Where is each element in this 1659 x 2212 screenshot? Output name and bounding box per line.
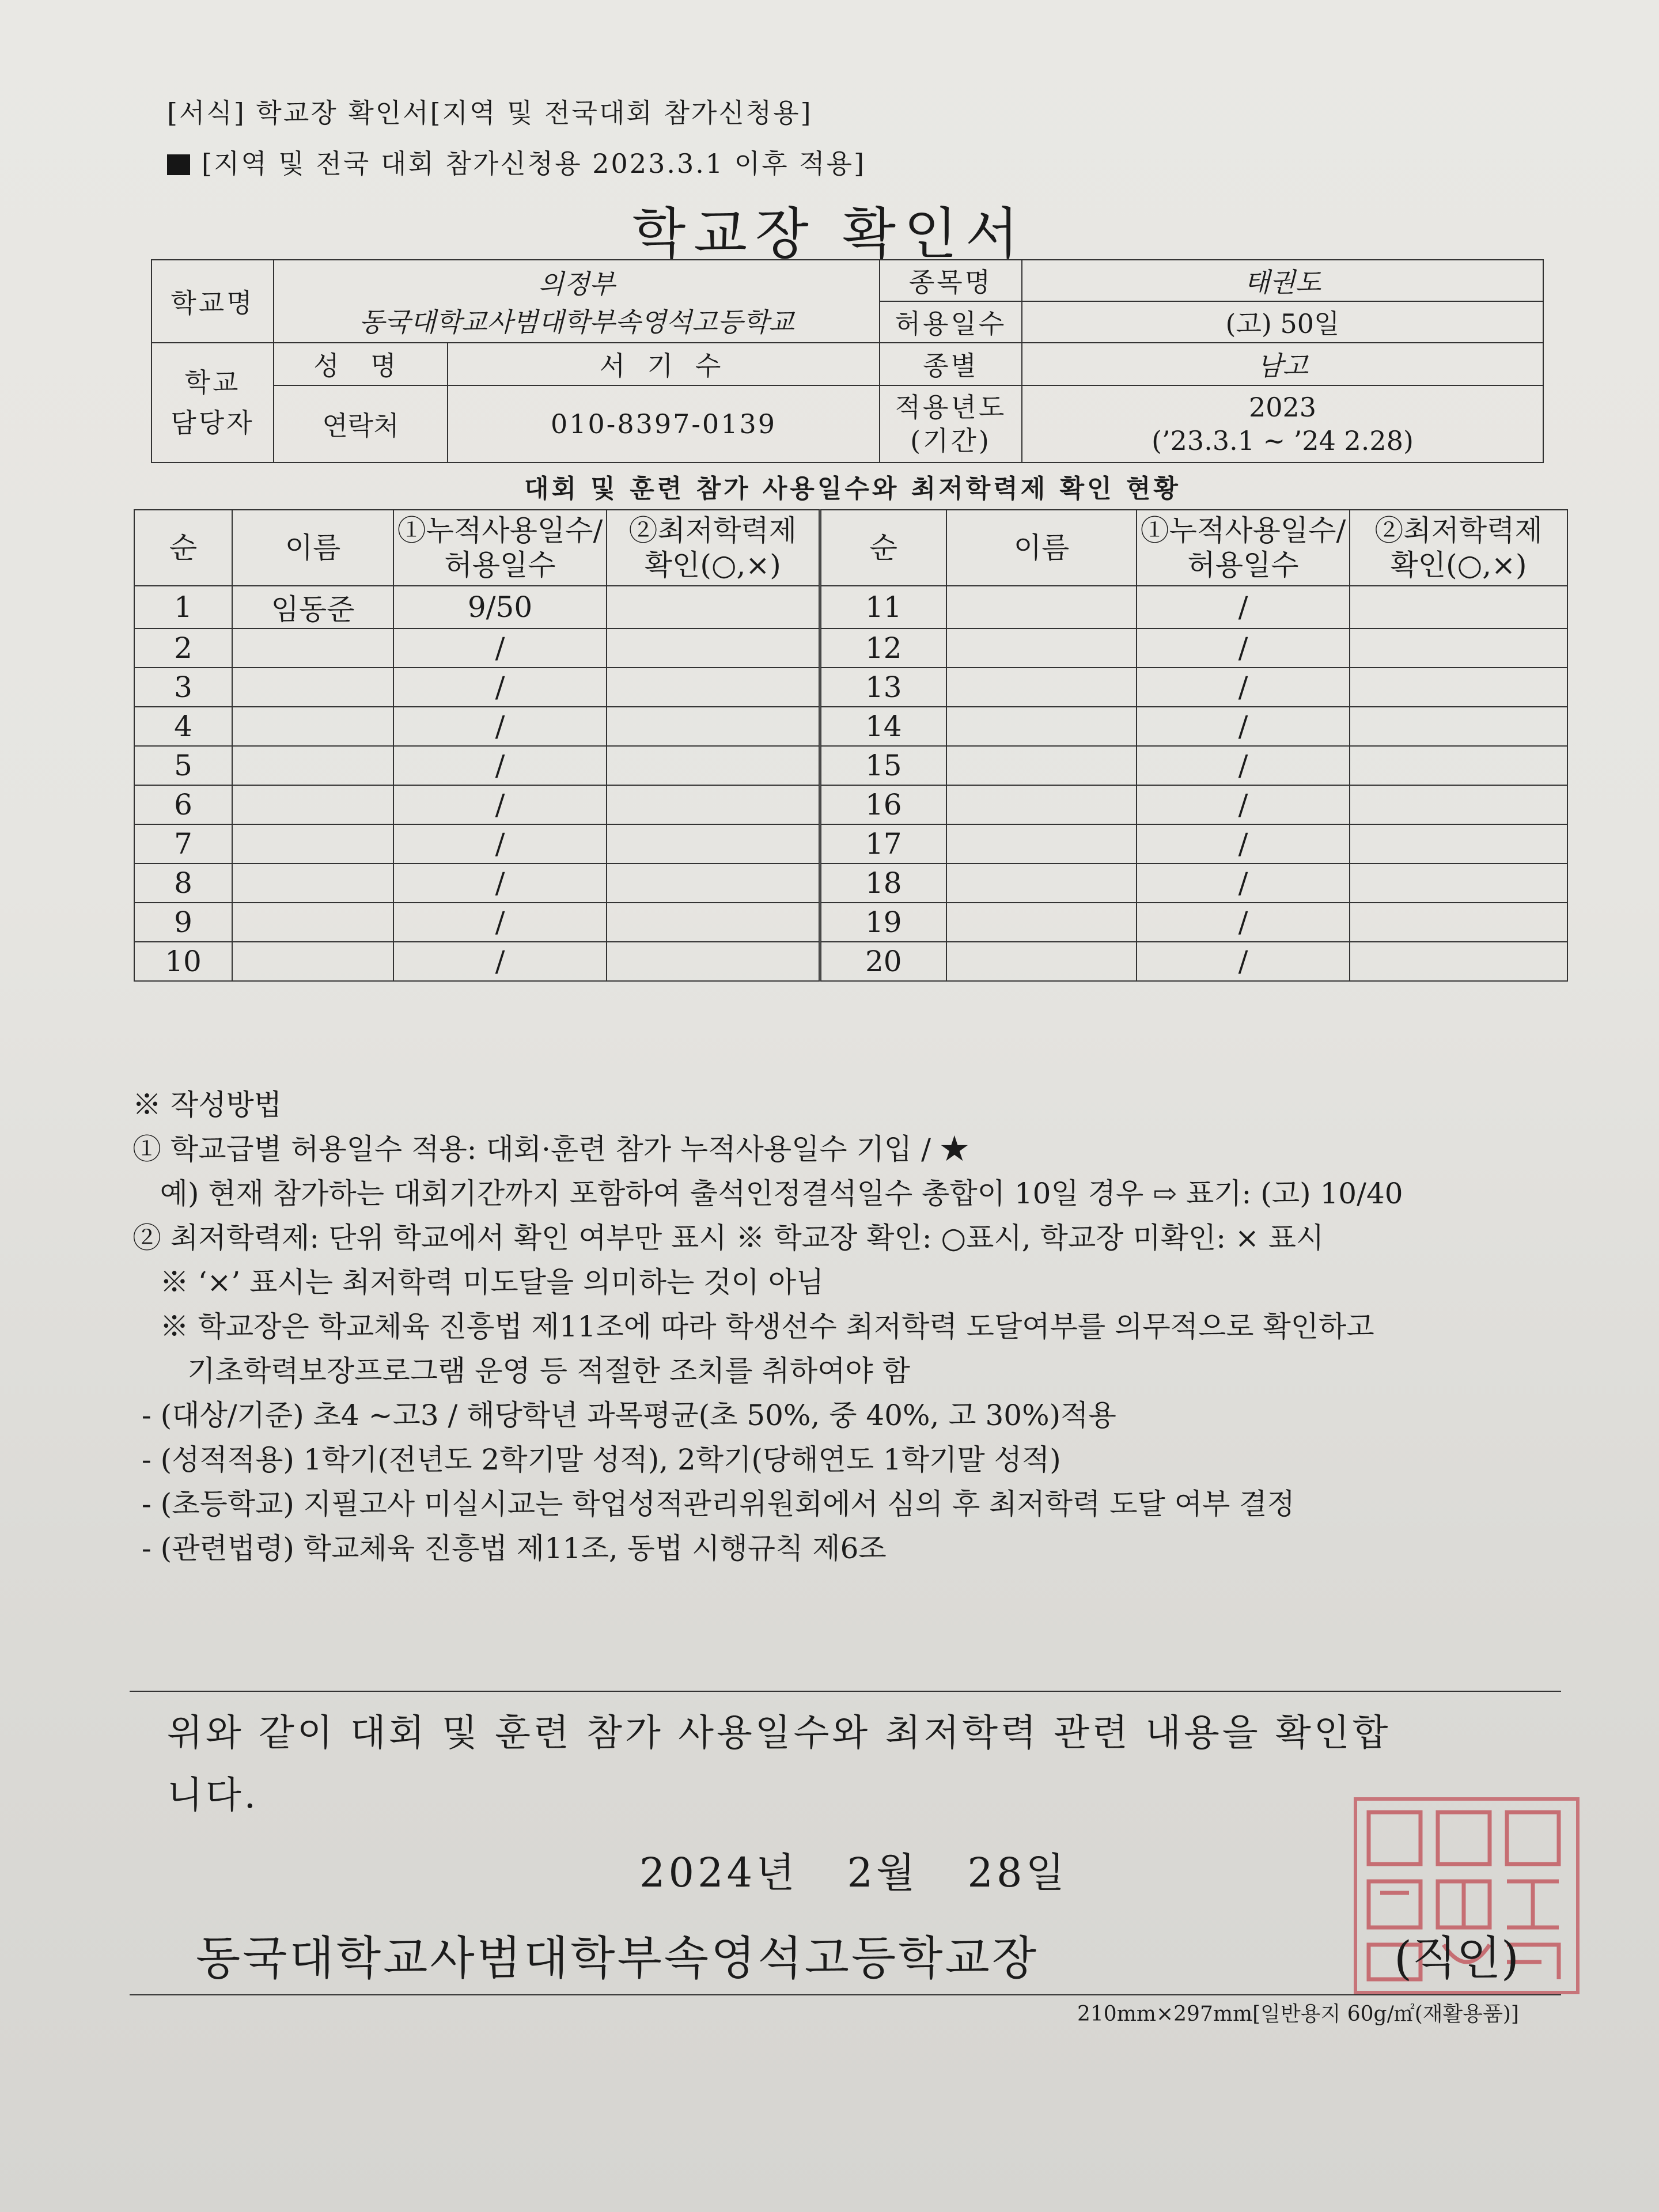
row-used-days: / [393,628,607,668]
row-no-2: 11 [820,586,946,628]
col-header-used-days-2: ①누적사용일수/ 허용일수 [1137,510,1350,586]
school-name [274,260,880,343]
row-no: 3 [134,668,232,707]
row-no-2: 12 [820,628,946,668]
row-no: 7 [134,824,232,863]
row-used-days-2: / [1137,668,1350,707]
instruction-line: - (대상/기준) 초4 ~고3 / 해당학년 과목평균(초 50%, 중 40%, 고 30%)적용 [132,1399,1116,1432]
manager-label: 학교 담당자 [151,343,274,463]
row-name-2 [946,628,1137,668]
row-used-days-2: / [1137,863,1350,903]
instruction-line: - (관련법령) 학교체육 진흥법 제11조, 동법 시행규칙 제6조 [132,1532,887,1565]
instruction-line: 예) 현재 참가하는 대회기간까지 포함하여 출석인정결석일수 총합이 10일 경우 ⇨ 표기: (고) 10/40 [132,1177,1403,1210]
row-name-2 [946,903,1137,942]
row-no-2: 13 [820,668,946,707]
instruction-line: ① 학교급별 허용일수 적용: 대회·훈련 참가 누적사용일수 기입 / ★ [132,1132,969,1166]
table-row [134,903,1567,942]
row-used-days: / [393,746,607,785]
table-row [134,628,1567,668]
row-used-days-2: / [1137,824,1350,863]
athlete-roster-table [134,509,1568,982]
school-label: 학교명 [151,260,274,343]
row-min-academic [607,824,820,863]
row-name [232,628,393,668]
col-header-no-2: 순 [820,510,946,586]
principal-title: 동국대학교사범대학부속영석고등학교장 [196,1931,1039,1985]
row-name: 임동준 [232,586,393,628]
row-no: 1 [134,586,232,628]
row-min-academic [607,586,820,628]
gender-label: 종별 [880,343,1022,385]
row-name [232,824,393,863]
confirmation-line1: 위와 같이 대회 및 훈련 참가 사용일수와 최저학력 관련 내용을 확인합 [167,1712,1391,1755]
instruction-line: - (초등학교) 지필고사 미실시교는 학업성적관리위원회에서 심의 후 최저학력 도달 여부 결정 [132,1487,1295,1521]
row-name-2 [946,707,1137,746]
gender-value: 남고 [1022,343,1543,385]
row-used-days-2: / [1137,785,1350,824]
row-used-days: 9/50 [393,586,607,628]
row-min-academic [607,746,820,785]
row-no: 9 [134,903,232,942]
row-min-academic-2 [1350,746,1567,785]
paper-spec: 210mm×297mm[일반용지 60g/㎡(재활용품)] [1077,2002,1519,2026]
instruction-line: ※ 학교장은 학교체육 진흥법 제11조에 따라 학생선수 최저학력 도달여부를 의무적으로 확인하고 [132,1310,1374,1343]
row-name [232,903,393,942]
col-header-name-2: 이름 [946,510,1137,586]
manager-name-row [274,343,880,385]
row-no-2: 18 [820,863,946,903]
row-no: 2 [134,628,232,668]
contact-value: 010-8397-0139 [550,408,777,440]
year-cell [1022,385,1543,463]
name-label: 성 명 [274,343,448,385]
instruction-line: - (성적적용) 1학기(전년도 2학기말 성적), 2학기(당해연도 1학기말 성적) [132,1443,1061,1476]
writing-instructions [132,1083,1403,1571]
row-used-days-2: / [1137,707,1350,746]
row-name-2 [946,746,1137,785]
school-name-line2: 동국대학교사범대학부속영석고등학교 [359,306,794,338]
row-name [232,707,393,746]
instruction-line: 기초학력보장프로그램 운영 등 적절한 조치를 취하여야 함 [132,1354,910,1388]
row-name-2 [946,942,1137,981]
table-row [134,668,1567,707]
row-no-2: 20 [820,942,946,981]
row-name [232,942,393,981]
row-min-academic-2 [1350,707,1567,746]
school-info-table [151,259,1544,463]
row-used-days: / [393,863,607,903]
row-min-academic-2 [1350,942,1567,981]
row-used-days: / [393,707,607,746]
form-label: [서식] 학교장 확인서[지역 및 전국대회 참가신청용] [167,97,813,128]
table-row [134,586,1567,628]
row-used-days: / [393,824,607,863]
confirmation-line2: 니다. [167,1774,259,1817]
row-min-academic [607,628,820,668]
row-min-academic [607,668,820,707]
col-header-used-days: ①누적사용일수/ 허용일수 [393,510,607,586]
instruction-line: ※ ‘×’ 표시는 최저학력 미도달을 의미하는 것이 아님 [132,1266,824,1299]
col-header-name: 이름 [232,510,393,586]
row-no: 4 [134,707,232,746]
sign-date: 2024년 2월 28일 [639,1849,1069,1896]
row-name [232,785,393,824]
table-row [134,863,1567,903]
row-name-2 [946,586,1137,628]
row-min-academic [607,863,820,903]
row-no-2: 17 [820,824,946,863]
contact-label: 연락처 [274,386,448,462]
row-used-days-2: / [1137,628,1350,668]
row-used-days: / [393,903,607,942]
name-value: 서 기 수 [599,350,728,381]
confirmation-statement [167,1702,1391,1827]
manager-contact-row [274,385,880,463]
row-used-days: / [393,942,607,981]
row-min-academic-2 [1350,785,1567,824]
roster-header-row [134,510,1567,586]
row-min-academic [607,707,820,746]
row-no: 6 [134,785,232,824]
row-name-2 [946,863,1137,903]
row-min-academic-2 [1350,668,1567,707]
allowed-days-label: 허용일수 [880,301,1022,343]
row-min-academic [607,942,820,981]
row-used-days: / [393,785,607,824]
table-row [134,942,1567,981]
section-title: 대회 및 훈련 참가 사용일수와 최저학력제 확인 현황 [524,474,1181,503]
row-used-days: / [393,668,607,707]
table-row [134,746,1567,785]
year-label: 적용년도 (기간) [880,385,1022,463]
row-name-2 [946,785,1137,824]
document-title: 학교장 확인서 [632,202,1027,266]
allowed-days-value: (고) 50일 [1022,301,1543,343]
year-period: (’23.3.1 ~ ’24 2.28) [1152,425,1414,456]
square-bullet-icon [167,154,190,175]
col-header-min-academic-2: ②최저학력제 확인(○,×) [1350,510,1567,586]
row-used-days-2: / [1137,746,1350,785]
table-row [134,707,1567,746]
row-name [232,668,393,707]
row-no-2: 16 [820,785,946,824]
seal-label: (직인) [1394,1931,1519,1985]
row-used-days-2: / [1137,942,1350,981]
year-value: 2023 [1248,392,1317,423]
col-header-min-academic: ②최저학력제 확인(○,×) [607,510,820,586]
table-row [134,824,1567,863]
school-name-line1: 의정부 [538,268,615,300]
row-min-academic [607,903,820,942]
event-label: 종목명 [880,260,1022,301]
divider-bottom [130,1994,1561,1995]
row-no: 5 [134,746,232,785]
divider-top [130,1691,1561,1692]
form-sublabel-text: [지역 및 전국 대회 참가신청용 2023.3.1 이후 적용] [202,148,866,179]
row-min-academic-2 [1350,903,1567,942]
instruction-line: ② 최저학력제: 단위 학교에서 확인 여부만 표시 ※ 학교장 확인: ○표시, 학교장 미확인: × 표시 [132,1221,1324,1255]
row-min-academic-2 [1350,863,1567,903]
col-header-no: 순 [134,510,232,586]
row-used-days-2: / [1137,903,1350,942]
row-min-academic-2 [1350,628,1567,668]
row-name [232,863,393,903]
row-no-2: 14 [820,707,946,746]
instructions-heading: ※ 작성방법 [132,1088,282,1122]
row-no-2: 15 [820,746,946,785]
row-name-2 [946,824,1137,863]
row-min-academic-2 [1350,824,1567,863]
row-name-2 [946,668,1137,707]
table-row [134,785,1567,824]
row-used-days-2: / [1137,586,1350,628]
row-no: 10 [134,942,232,981]
form-sublabel [167,143,866,181]
row-no-2: 19 [820,903,946,942]
row-min-academic [607,785,820,824]
row-no: 8 [134,863,232,903]
row-name [232,746,393,785]
event-value: 태권도 [1022,260,1543,301]
row-min-academic-2 [1350,586,1567,628]
